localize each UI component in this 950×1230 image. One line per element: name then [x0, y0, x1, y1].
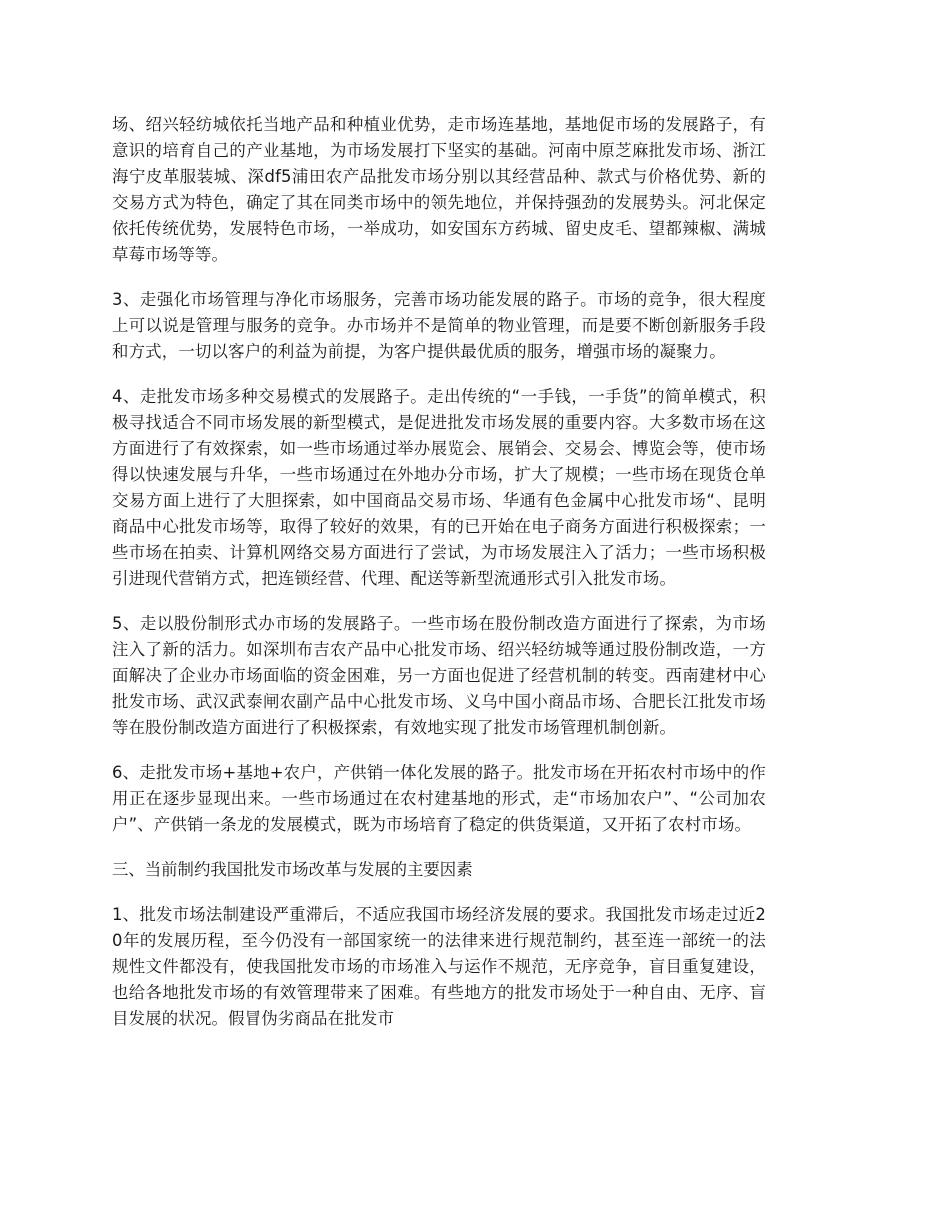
- section-heading: 三、当前制约我国批发市场改革与发展的主要因素: [112, 860, 473, 879]
- document-page: [112, 112, 766, 1051]
- paragraph-specialty-markets: 场、绍兴轻纺城依托当地产品和种植业优势，走市场连基地，基地促市场的发展路子，有意识的培育自己的产业基地，为市场发展打下坚实的基础。河南中原芝麻批发市场、浙江海宁皮革服装城、深df5浦田农产品批发市场分别以其经营品种、款式与价格优势、新的交易方式为特色，确定了其在同类市场中的领先地位，并保持强劲的发展势头。河北保定依托传统优势，发展特色市场，一举成功，如安国东方药城、留史皮毛、望都辣椒、满城草莓市场等等。: [112, 115, 766, 264]
- paragraph-legal-system: 1、批发市场法制建设严重滞后，不适应我国市场经济发展的要求。我国批发市场走过近20年的发展历程，至今仍没有一部国家统一的法律来进行规范制约，甚至连一部统一的法规性文件都没有，使我国批发市场的市场准入与运作不规范，无序竞争，盲目重复建设，也给各地批发市场的有效管理带来了困难。有些地方的批发市场处于一种自由、无序、盲目发展的状况。假冒伪劣商品在批发市: [112, 905, 766, 1028]
- paragraph-trading-modes: 4、走批发市场多种交易模式的发展路子。走出传统的“一手钱，一手货”的简单模式，积极寻找适合不同市场发展的新型模式，是促进批发市场发展的重要内容。大多数市场在这方面进行了有效探索，如一些市场通过举办展览会、展销会、交易会、博览会等，使市场得以快速发展与升华，一些市场通过在外地办分市场，扩大了规模；一些市场在现货仓单交易方面上进行了大胆探索，如中国商品交易市场、华通有色金属中心批发市场“、昆明商品中心批发市场等，取得了较好的效果，有的已开始在电子商务方面进行积极探索；一些市场在拍卖、计算机网络交易方面进行了尝试，为市场发展注入了活力；一些市场积极引进现代营销方式，把连锁经营、代理、配送等新型流通形式引入批发市场。: [112, 387, 766, 588]
- paragraph-management-service: 3、走强化市场管理与净化市场服务，完善市场功能发展的路子。市场的竞争，很大程度上可以说是管理与服务的竞争。办市场并不是简单的物业管理，而是要不断创新服务手段和方式，一切以客户的利益为前提，为客户提供最优质的服务，增强市场的凝聚力。: [112, 290, 766, 361]
- paragraph-shareholding: 5、走以股份制形式办市场的发展路子。一些市场在股份制改造方面进行了探索，为市场注入了新的活力。如深圳布吉农产品中心批发市场、绍兴轻纺城等通过股份制改造，一方面解决了企业办市场面临的资金困难，另一方面也促进了经营机制的转变。西南建材中心批发市场、武汉武泰闸农副产品中心批发市场、义乌中国小商品市场、合肥长江批发市场等在股份制改造方面进行了积极探索，有效地实现了批发市场管理机制创新。: [112, 614, 766, 737]
- paragraph-base-farmers: 6、走批发市场+基地+农户，产供销一体化发展的路子。批发市场在开拓农村市场中的作用正在逐步显现出来。一些市场通过在农村建基地的形式，走“市场加农户”、“公司加农户”、产供销一条龙的发展模式，既为市场培育了稳定的供货渠道，又开拓了农村市场。: [112, 763, 766, 834]
